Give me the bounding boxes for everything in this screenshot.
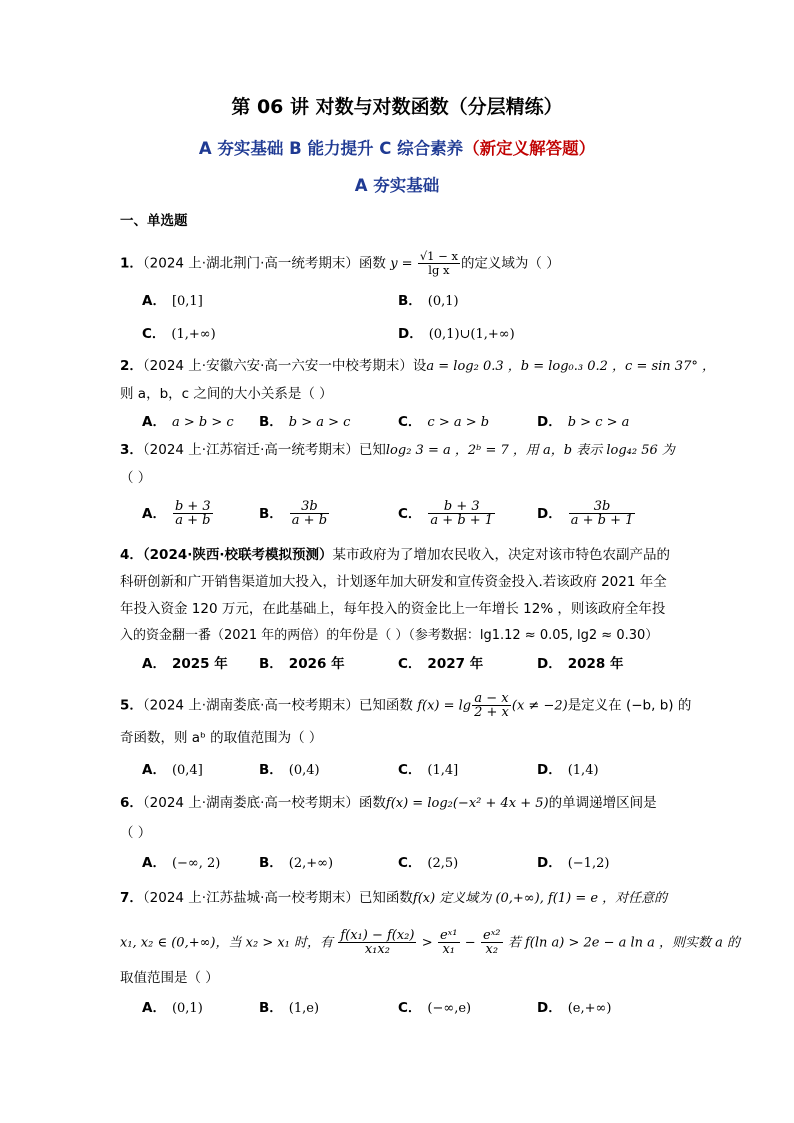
q6-option-a[interactable]: A． (−∞, 2) [142, 855, 221, 871]
q6-option-c[interactable]: C． (2,5) [398, 855, 459, 871]
question-4-line-4: 入的资金翻一番（2021 年的两倍）的年份是（ ）（参考数据：lg1.12 ≈ 0.05, lg2 ≈ 0.30） [120, 628, 659, 643]
subtitle-highlight: （新定义解答题） [463, 139, 596, 158]
q1-option-d[interactable]: D． (0,1)∪(1,+∞) [398, 326, 515, 342]
q5-fraction: $\frac{a - x}{2 + x}$ [474, 691, 509, 720]
q5-option-c[interactable]: C． (1,4] [398, 762, 459, 778]
question-4-line-2: 科研创新和广开销售渠道加大投入，计划逐年加大研发和宣传资金投入.若该政府 2021 年全 [120, 574, 667, 590]
q7-option-b[interactable]: B． (1,e) [259, 1000, 320, 1016]
q1-option-b[interactable]: B． (0,1) [398, 293, 459, 309]
question-4: 4．（2024·陕西·校联考模拟预测）某市政府为了增加农民收入，决定对该市特色农副产品的 [120, 547, 670, 563]
q6-option-b[interactable]: B． (2,+∞) [259, 855, 334, 871]
q7-option-c[interactable]: C． (−∞,e) [398, 1000, 472, 1016]
q2-option-b[interactable]: B． b > a > c [259, 414, 351, 430]
question-6: 6．（2024 上·湖南娄底·高一校考期末）函数f(x) = log₂(−x² + 4x + 5)的单调递增区间是 [120, 795, 657, 811]
q7-option-a[interactable]: A． (0,1) [142, 1000, 203, 1016]
q6-option-d[interactable]: D． (−1,2) [537, 855, 610, 871]
q5-option-d[interactable]: D． (1,4) [537, 762, 599, 778]
q1-fraction: $\frac{√1 - x}{\text{lg x}}$ [419, 249, 458, 277]
question-7-line-3: 取值范围是（ ） [120, 970, 219, 986]
q2-option-c[interactable]: C． c > a > b [398, 414, 490, 430]
question-6-line-2: （ ） [120, 825, 152, 841]
page-title: 第 06 讲 对数与对数函数（分层精练） [231, 96, 563, 118]
question-7-line-2: x₁, x₂ ∈ (0,+∞)，当 x₂ > x₁ 时，有 $\frac{\text{f(x₁) − f(x₂)}}{\text{x₁x₂}}$ > $\frac{\text{eˣ¹}}{\text{x₁}}$ − $\frac{\text{eˣ²}}{\text{x₂}}$ 若 f(ln a) > 2e − a ln a ，则实数 a 的 [120, 928, 741, 957]
question-2-line-2: 则 a，b，c 之间的大小关系是（ ） [120, 386, 333, 402]
q4-option-c[interactable]: C． 2027 年 [398, 656, 484, 672]
q5-option-a[interactable]: A． (0,4] [142, 762, 203, 778]
q5-option-b[interactable]: B． (0,4) [259, 762, 320, 778]
question-5-line-2: 奇函数，则 aᵇ 的取值范围为（ ） [120, 730, 323, 746]
q3-option-a[interactable]: A． $\frac{b + 3}{a + b}$ [142, 499, 211, 528]
q1-option-a[interactable]: A． [0,1] [142, 293, 203, 309]
question-1: 1．（2024 上·湖北荆门·高一统考期末）函数 y = $\frac{√1 - x}{\text{lg x}}$ 的定义域为（ ） [120, 249, 560, 277]
q3-option-b[interactable]: B． $\frac{3b}{a + b}$ [259, 499, 328, 528]
q3-option-d[interactable]: D． $\frac{3b}{a + b + 1}$ [537, 499, 634, 528]
q2-option-a[interactable]: A． a > b > c [142, 414, 234, 430]
question-3-line-2: （ ） [120, 470, 152, 486]
question-2: 2．（2024 上·安徽六安·高一六安一中校考期末）设a = log₂ 0.3 ，b = log₀.₃ 0.2 ，c = sin 37° ， [120, 358, 715, 374]
q4-option-a[interactable]: A． 2025 年 [142, 656, 228, 672]
q7-option-d[interactable]: D． (e,+∞) [537, 1000, 612, 1016]
page-subtitle: A 夯实基础 B 能力提升 C 综合素养（新定义解答题） [198, 139, 596, 158]
q1-option-c[interactable]: C． (1,+∞) [142, 326, 216, 342]
part-heading: 一、单选题 [120, 213, 188, 229]
question-5: 5．（2024 上·湖南娄底·高一校考期末）已知函数 f(x) = lg $\frac{a - x}{2 + x}$ (x ≠ −2)是定义在 (−b, b) 的 [120, 691, 692, 720]
question-3: 3．（2024 上·江苏宿迁·高一统考期末）已知log₂ 3 = a ，2ᵇ = 7 ，用 a，b 表示 log₄₂ 56 为 [120, 442, 675, 458]
section-heading: A 夯实基础 [354, 176, 440, 195]
q4-option-d[interactable]: D． 2028 年 [537, 656, 624, 672]
q3-option-c[interactable]: C． $\frac{b + 3}{a + b + 1}$ [398, 499, 494, 528]
question-4-line-3: 年投入资金 120 万元，在此基础上，每年投入的资金比上一年增长 12% ，则该政府全年投 [120, 601, 666, 617]
question-7: 7．（2024 上·江苏盐城·高一校考期末）已知函数f(x) 定义域为 (0,+∞), f(1) = e ，对任意的 [120, 890, 668, 906]
q2-option-d[interactable]: D． b > c > a [537, 414, 630, 430]
q4-option-b[interactable]: B． 2026 年 [259, 656, 345, 672]
